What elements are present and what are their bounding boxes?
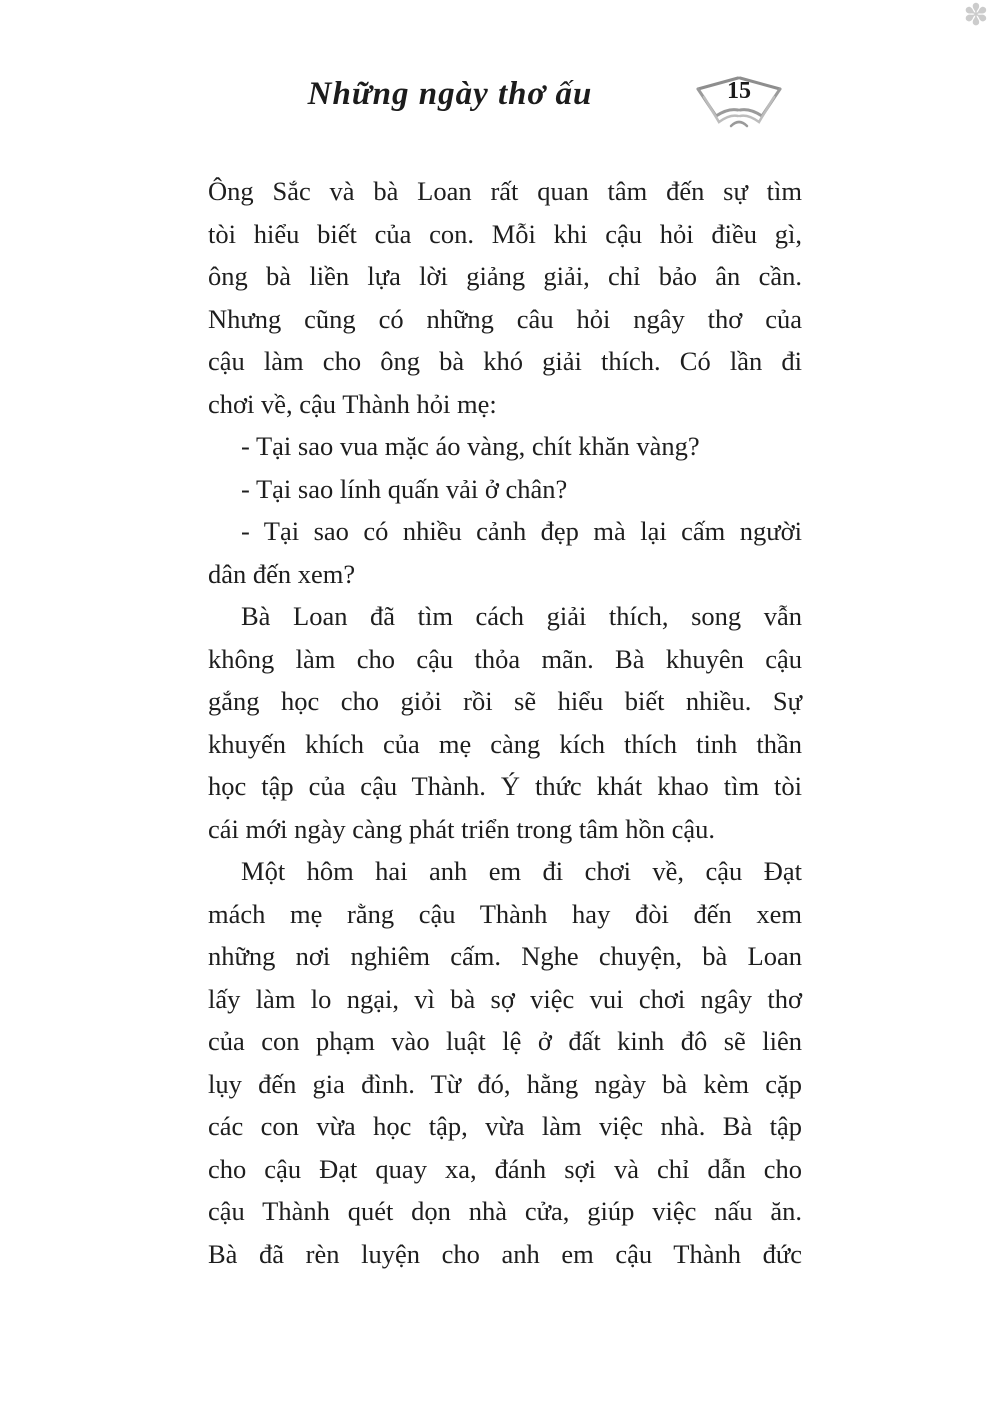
text-line: cậu làm cho ông bà khó giải thích. Có lần đi	[208, 346, 802, 376]
text-line: không làm cho cậu thỏa mãn. Bà khuyên cậu	[208, 643, 802, 674]
text-line: - Tại sao có nhiều cảnh đẹp mà lại cấm người	[241, 516, 802, 546]
text-line: lụy đến gia đình. Từ đó, hằng ngày bà kèm cặp	[208, 1068, 802, 1099]
text-line: Ông Sắc và bà Loan rất quan tâm đến sự tìm	[208, 176, 802, 206]
running-title: Những ngày thơ ấu	[307, 76, 593, 112]
page-number-badge	[686, 70, 792, 132]
text-line: chơi về, cậu Thành hỏi mẹ:	[208, 388, 497, 419]
text-line: lấy làm lo ngại, vì bà sợ việc vui chơi ngây thơ	[208, 983, 802, 1014]
text-line: học tập của cậu Thành. Ý thức khát khao tìm tòi	[208, 771, 802, 801]
text-line: những nơi nghiêm cấm. Nghe chuyện, bà Loan	[208, 941, 802, 971]
text-line: gắng học cho giỏi rồi sẽ hiểu biết nhiều. Sự	[208, 686, 802, 716]
text-line: khuyến khích của mẹ càng kích thích tinh thần	[208, 728, 802, 759]
text-line: Một hôm hai anh em đi chơi về, cậu Đạt	[241, 856, 802, 886]
text-line: mách mẹ rằng cậu Thành hay đòi đến xem	[208, 898, 802, 929]
text-line: cái mới ngày càng phát triển trong tâm hồn cậu.	[208, 813, 716, 844]
text-line: các con vừa học tập, vừa làm việc nhà. Bà tập	[208, 1111, 802, 1141]
page-body	[208, 170, 802, 1275]
text-line: cậu Thành quét dọn nhà cửa, giúp việc nấu ăn.	[208, 1196, 802, 1226]
text-line: Bà Loan đã tìm cách giải thích, song vẫn	[241, 601, 802, 631]
text-line: tòi hiểu biết của con. Mỗi khi cậu hỏi điều gì,	[208, 218, 802, 249]
text-line: - Tại sao lính quấn vải ở chân?	[241, 473, 568, 504]
flower-ornament-icon: ✽	[963, 0, 989, 32]
text-line: Nhưng cũng có những câu hỏi ngây thơ của	[208, 303, 802, 334]
text-line: - Tại sao vua mặc áo vàng, chít khăn vàng?	[241, 431, 700, 461]
text-line: cho cậu Đạt quay xa, đánh sợi và chỉ dẫn cho	[208, 1153, 802, 1184]
page-number: 15	[727, 78, 751, 104]
text-line: Bà đã rèn luyện cho anh em cậu Thành đức	[208, 1238, 802, 1269]
text-line: dân đến xem?	[208, 558, 356, 589]
text-line: của con phạm vào luật lệ ở đất kinh đô sẽ liên	[208, 1026, 802, 1056]
text-line: ông bà liền lựa lời giảng giải, chỉ bảo ân cần.	[208, 261, 802, 291]
